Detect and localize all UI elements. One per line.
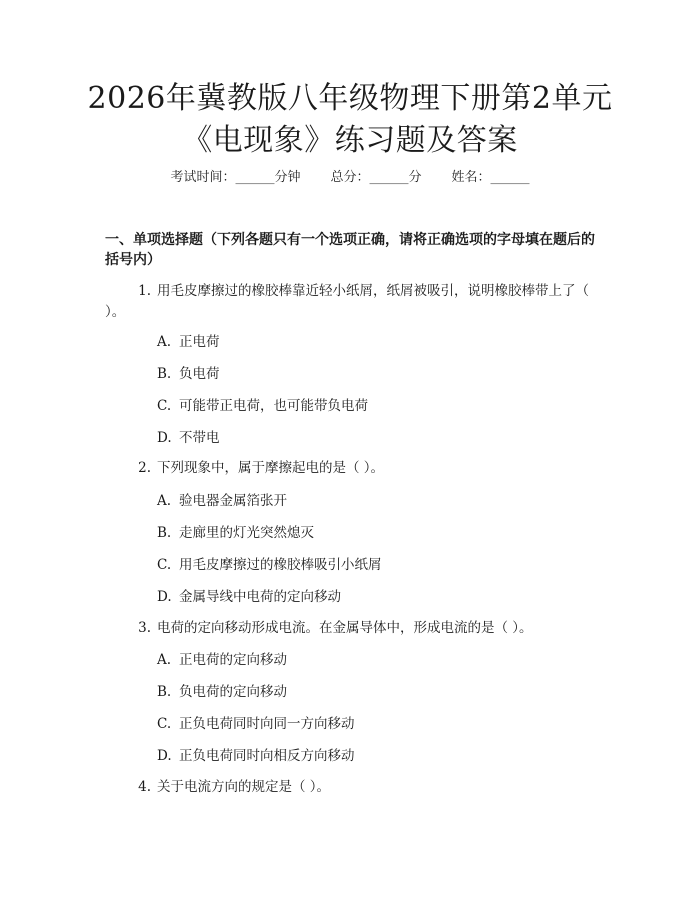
option-text: 正负电荷同时向相反方向移动 bbox=[179, 748, 355, 764]
question-2 bbox=[105, 458, 600, 479]
option-3a bbox=[157, 650, 597, 670]
option-2a bbox=[157, 491, 597, 511]
question-number: 3. bbox=[138, 620, 151, 636]
option-text: 正电荷的定向移动 bbox=[179, 652, 287, 668]
option-letter: B. bbox=[157, 525, 172, 541]
question-text: 电荷的定向移动形成电流。在金属导体中，形成电流的是（ ）。 bbox=[157, 620, 533, 636]
question-text: 用毛皮摩擦过的橡胶棒靠近轻小纸屑，纸屑被吸引，说明橡胶棒带上了（ ）。 bbox=[105, 283, 589, 320]
option-text: 正负电荷同时向同一方向移动 bbox=[179, 716, 355, 732]
option-letter: A. bbox=[157, 493, 172, 509]
option-letter: B. bbox=[157, 684, 172, 700]
option-3c bbox=[157, 714, 597, 734]
option-text: 负电荷的定向移动 bbox=[179, 684, 287, 700]
exam-info-line bbox=[0, 166, 700, 185]
question-number: 1. bbox=[138, 283, 151, 299]
option-letter: C. bbox=[157, 398, 172, 414]
option-text: 负电荷 bbox=[179, 366, 220, 382]
option-letter: C. bbox=[157, 557, 172, 573]
question-4 bbox=[105, 777, 600, 798]
option-text: 正电荷 bbox=[179, 334, 220, 350]
option-text: 用毛皮摩擦过的橡胶棒吸引小纸屑 bbox=[179, 557, 382, 573]
question-text: 下列现象中，属于摩擦起电的是（ ）。 bbox=[157, 460, 385, 476]
document-title: 2026年冀教版八年级物理下册第2单元《电现象》练习题及答案 bbox=[87, 81, 613, 158]
option-2b bbox=[157, 523, 597, 543]
option-1a bbox=[157, 332, 597, 352]
option-1b bbox=[157, 364, 597, 384]
option-text: 走廊里的灯光突然熄灭 bbox=[179, 525, 314, 541]
question-number: 2. bbox=[138, 460, 151, 476]
option-letter: D. bbox=[157, 430, 172, 446]
option-2c bbox=[157, 555, 597, 575]
student-name-field: 姓名：______ bbox=[451, 170, 530, 185]
option-3d bbox=[157, 746, 597, 766]
option-text: 不带电 bbox=[179, 430, 220, 446]
option-1c bbox=[157, 396, 597, 416]
option-1d bbox=[157, 428, 597, 448]
option-3b bbox=[157, 682, 597, 702]
option-letter: D. bbox=[157, 589, 172, 605]
question-1 bbox=[105, 281, 600, 323]
exam-time-field: 考试时间：______分钟 bbox=[170, 170, 301, 185]
option-letter: D. bbox=[157, 748, 172, 764]
option-text: 金属导线中电荷的定向移动 bbox=[179, 589, 341, 605]
option-letter: B. bbox=[157, 366, 172, 382]
option-text: 验电器金属箔张开 bbox=[179, 493, 287, 509]
question-number: 4. bbox=[138, 779, 151, 795]
question-text: 关于电流方向的规定是（ ）。 bbox=[157, 779, 331, 795]
option-text: 可能带正电荷，也可能带负电荷 bbox=[179, 398, 368, 414]
question-3 bbox=[105, 618, 600, 639]
total-score-field: 总分：______分 bbox=[330, 170, 422, 185]
option-2d bbox=[157, 587, 597, 607]
section-heading: 一、单项选择题（下列各题只有一个选项正确，请将正确选项的字母填在题后的括号内） bbox=[105, 232, 595, 268]
option-letter: A. bbox=[157, 334, 172, 350]
option-letter: A. bbox=[157, 652, 172, 668]
option-letter: C. bbox=[157, 716, 172, 732]
